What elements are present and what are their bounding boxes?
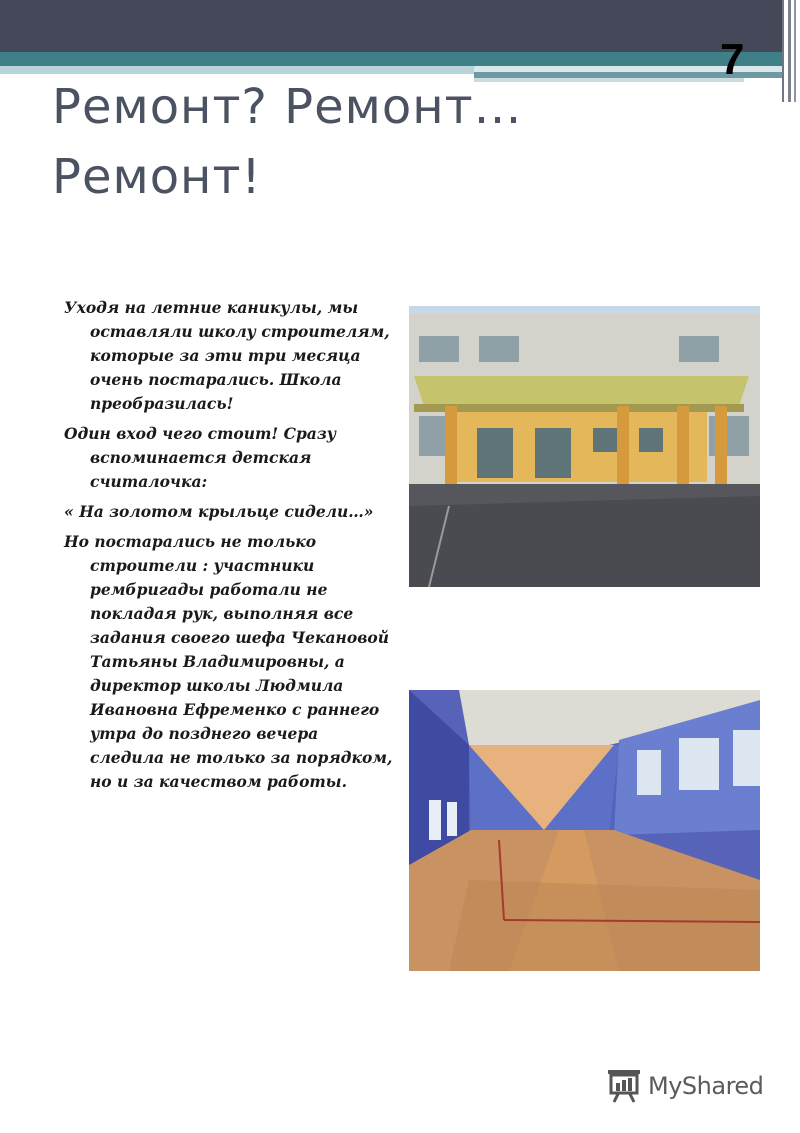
paragraph: Уходя на летние каникулы, мы оставляли школу строителям, которые за эти три месяца очень постарались. Школа преобразилась! [64,298,390,413]
gym-hall-photo [409,690,760,971]
myshared-logo [606,1068,766,1106]
paragraph: « На золотом крыльце сидели…» [64,502,374,521]
right-edge-line [794,0,796,102]
right-edge-line [782,0,784,102]
header-bar [0,0,782,52]
paragraph: Но постарались не только строители : участники рембригады работали не покладая рук, выполняя все задания своего шефа Чекановой Татьяны Владимировны, а директор школы Людмила Ивановна Ефременко с раннего утра до позднего вечера следила не только за порядком, но и за качеством работы. [64,532,393,791]
watermark-text: MyShared [648,1072,764,1100]
title-line-1: Ремонт? Ремонт… [52,79,523,135]
paragraph: Один вход чего стоит! Сразу вспоминается детская считалочка: [64,424,336,491]
article-text [64,296,394,800]
header-teal-stripe [0,52,782,66]
school-entrance-photo [409,306,760,587]
header-gap [646,86,782,98]
page-title [52,72,652,212]
right-edge-line [788,0,791,102]
title-line-2: Ремонт! [52,149,262,205]
presentation-board-icon [606,1068,642,1104]
page-number: 7 [720,35,745,84]
